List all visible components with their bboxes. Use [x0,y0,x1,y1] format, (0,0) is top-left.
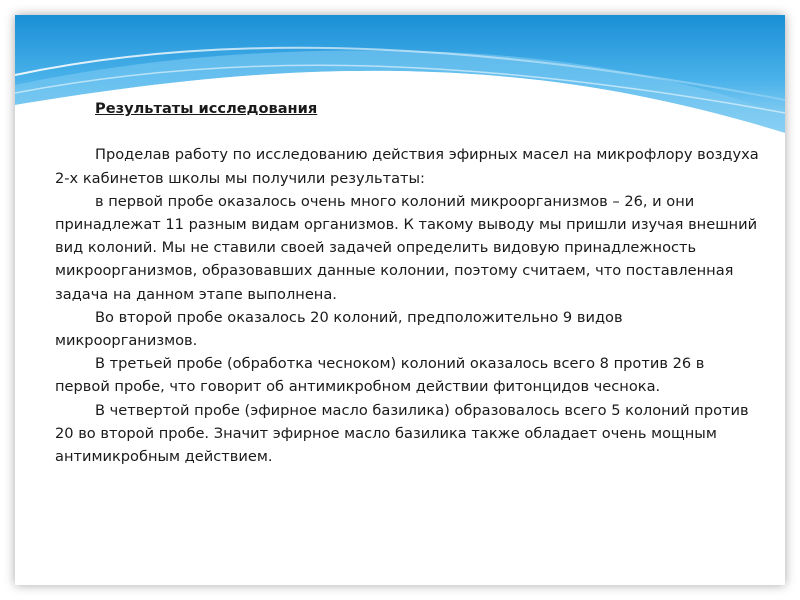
slide [15,15,785,585]
paragraph: В четвертой пробе (эфирное масло базилика) образовалось всего 5 колоний против 20 во второй пробе. Значит эфирное масло базилика также обладает очень мощным антимикробным действием. [55,401,749,466]
slide-content [55,97,760,468]
paragraph: в первой пробе оказалось очень много колоний микроорганизмов – 26, и они принадлежат 11 разным видам организмов. К такому выводу мы пришли изучая внешний вид колоний. Мы не ставили своей задачей определить видовую принадлежность микроорганизмов, образовавших данные колонии, поэтому считаем, что поставленная задача на данном этапе выполнена. [55,192,758,303]
paragraph: В третьей пробе (обработка чесноком) колоний оказалось всего 8 против 26 в первой пробе, что говорит об антимикробном действии фитонцидов чеснока. [55,355,705,396]
paragraph: Проделав работу по исследованию действия эфирных масел на микрофлору воздуха 2-х кабинетов школы мы получили результаты: [55,146,759,187]
slide-title: Результаты исследования [95,100,318,117]
paragraph: Во второй пробе оказалось 20 колоний, предположительно 9 видов микроорганизмов. [55,308,623,350]
